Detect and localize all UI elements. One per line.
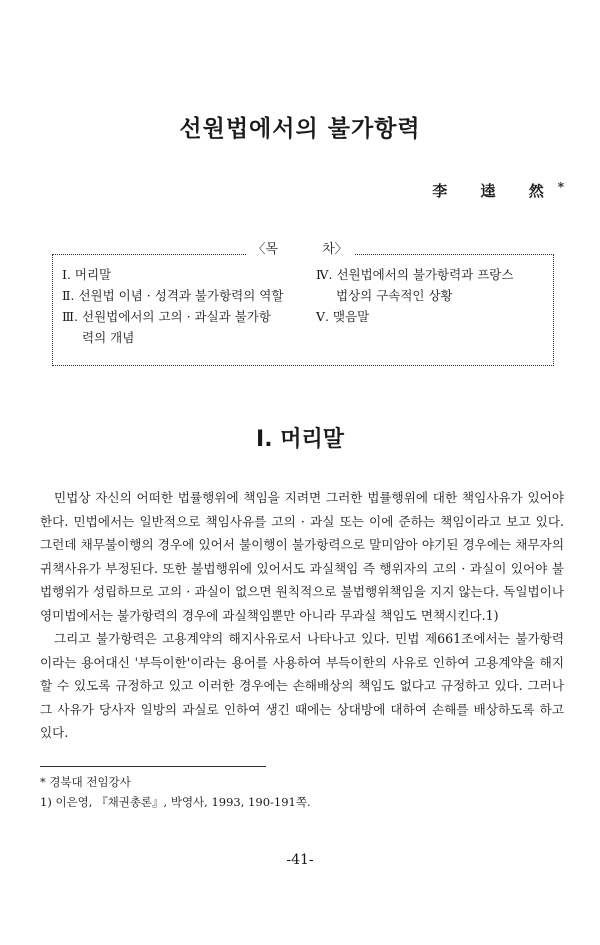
toc-left-column <box>62 264 307 348</box>
toc-item-continuation: 력의 개념 <box>82 330 135 345</box>
toc-item-number: Ⅴ. <box>316 309 330 324</box>
page-number: -41- <box>286 852 314 868</box>
toc-item <box>316 306 551 327</box>
paper-title: 선원법에서의 불가항력 <box>179 116 421 142</box>
toc-item-number: Ⅰ. <box>62 267 71 282</box>
author-footnote-mark: * <box>557 180 564 194</box>
author <box>432 180 564 201</box>
toc-item <box>62 306 307 348</box>
footnote: * 경북대 전임강사 <box>40 775 131 789</box>
toc-item-text: 맺음말 <box>333 309 370 324</box>
toc-right-column <box>316 264 551 327</box>
toc-item-number: Ⅳ. <box>316 267 333 282</box>
footnotes <box>40 772 311 812</box>
section-heading: Ⅰ. 머리말 <box>256 427 344 452</box>
toc-item-text: 머리말 <box>74 267 112 282</box>
toc-item-number: Ⅱ. <box>62 288 75 303</box>
toc-item <box>62 285 307 306</box>
toc-heading-label: 〈목 차〉 <box>246 242 353 257</box>
footnote: 1) 이은영, 『채권총론』, 박영사, 1993, 190-191쪽. <box>40 795 311 809</box>
toc-item-text: 선원법 이념 · 성격과 불가항력의 역할 <box>78 288 284 303</box>
toc-item <box>316 264 551 306</box>
toc-heading <box>0 238 600 257</box>
toc-item-text: 선원법에서의 불가항력과 프랑스 <box>336 267 514 282</box>
toc-item-text: 선원법에서의 고의 · 과실과 불가항 <box>82 309 271 324</box>
toc-item <box>62 264 307 285</box>
paragraph: 그리고 불가항력은 고용계약의 해지사유로서 나타나고 있다. 민법 제661조에서는 불가항력이라는 용어대신 '부득이한'이라는 용어를 사용하여 부득이한의 사유로 인하여 고용계약을 해지할 수 있도록 규정하고 있고 이러한 경우에는 손해배상의 책임도 없다고 규정하고 있다. 그러나 그 사유가 당사자 일방의 과실로 인하여 생긴 때에는 상대방에 대하여 손해를 배상하도록 하고 있다. <box>40 631 564 740</box>
body-text <box>40 486 564 745</box>
toc-item-number: Ⅲ. <box>62 309 79 324</box>
paragraph: 민법상 자신의 어떠한 법률행위에 책임을 지려면 그러한 법률행위에 대한 책임사유가 있어야 한다. 민법에서는 일반적으로 책임사유를 고의 · 과실 또는 이에 준하는 책임이라고 보고 있다. 그런데 채무불이행의 경우에 있어서 불이행이 불가항력으로 말미암아 야기된 경우에는 채무자의 귀책사유가 부정된다. 또한 불법행위에 있어서도 과실책임 즉 행위자의 고의 · 과실이 있어야 불법행위가 성립하므로 고의 · 과실이 없으면 원칙적으로 불법행위책임을 지지 않는다. 독일법이나 영미법에서는 불가항력의 경우에 과실책임뿐만 아니라 무과실 책임도 면책시킨다.1) <box>40 490 564 623</box>
toc-item-continuation: 법상의 구속적인 상황 <box>336 288 453 303</box>
footnote-divider <box>40 766 266 767</box>
author-name: 李 逵 然 <box>432 182 558 200</box>
